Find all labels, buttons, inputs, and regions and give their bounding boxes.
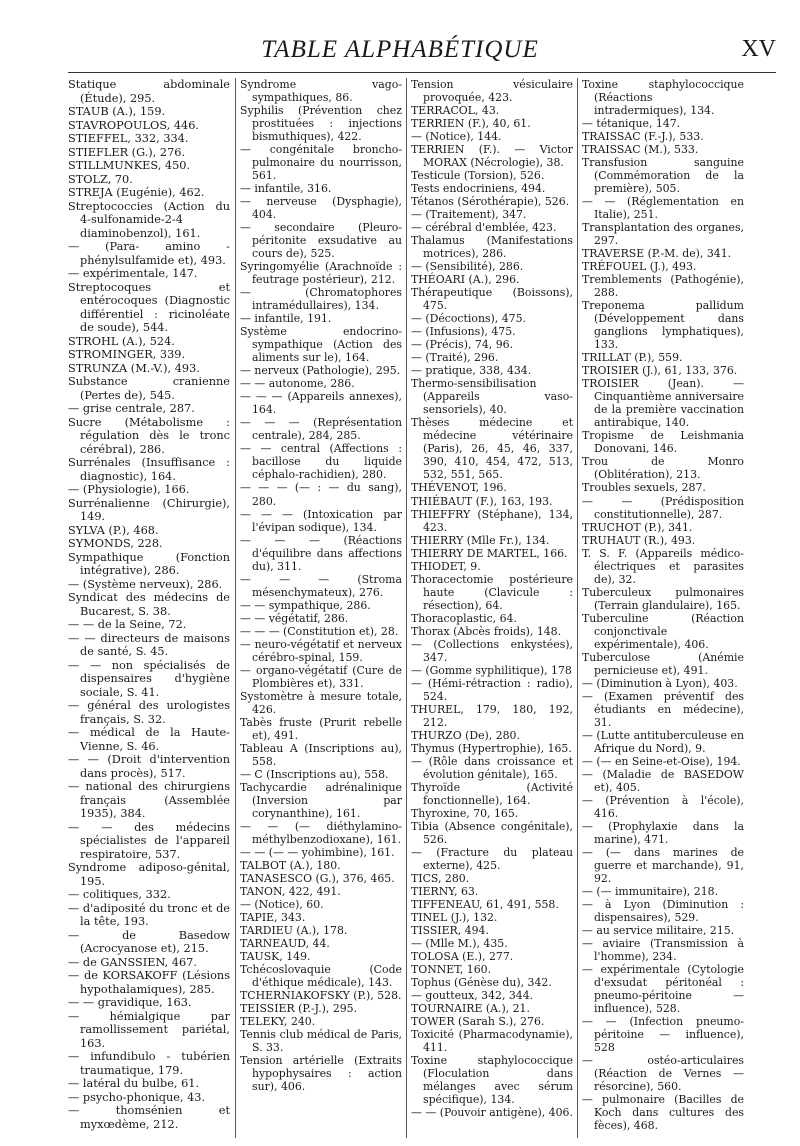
index-entry: — — sympathique, 286. [240, 598, 371, 612]
index-entry: — (Fracture du plateau externe), 425. [411, 845, 573, 872]
index-entry: — médical de la Haute-Vienne, S. 46. [68, 726, 230, 753]
index-entry: Trou de Monro (Oblitération), 213. [582, 455, 744, 482]
index-entry: Tuberculose (Anémie pernicieuse et), 491. [582, 650, 744, 677]
index-entry: Thymus (Hypertrophie), 165. [411, 741, 572, 755]
index-entry: — (Traitement), 347. [411, 208, 527, 222]
index-entry: — (Précis), 74, 96. [411, 338, 514, 352]
index-entry: Tension vésiculaire provoquée, 423. [411, 78, 573, 105]
index-entry: — C (Inscriptions au), 558. [240, 767, 389, 781]
index-entry: Streptococcies (Action du 4-sulfonamide-2-4 diaminobenzol), 161. [68, 199, 230, 240]
index-entry: — hémialgique par ramollissement pariétal, 163. [68, 1009, 230, 1050]
index-entry: Tension artérielle (Extraits hypophysaires : action sur), 406. [240, 1054, 402, 1094]
index-entry: — pulmonaire (Bacilles de Koch dans cultures des fèces), 468. [582, 1093, 744, 1133]
index-entry: THIEFFRY (Stéphane), 134, 423. [411, 507, 573, 534]
index-entry: — — — (Stroma mésenchymateux), 276. [240, 572, 402, 599]
index-entry: — congénitale broncho-pulmonaire du nourrisson, 561. [240, 143, 402, 183]
index-entry: — (Hémi-rétraction : radio), 524. [411, 676, 573, 703]
index-entry: Testicule (Torsion), 526. [411, 169, 545, 183]
index-entry: — (Décoctions), 475. [411, 312, 526, 326]
index-entry: — — végétatif, 286. [240, 611, 349, 625]
index-entry: STRUNZA (M.-V.), 493. [68, 361, 200, 375]
index-entry: — expérimentale, 147. [68, 267, 198, 280]
index-entry: STROMINGER, 339. [68, 348, 186, 361]
index-entry: STREJA (Eugénie), 462. [68, 186, 205, 199]
index-entry: TCHERNIAKOFSKY (P.), 528. [240, 989, 402, 1003]
index-entry: — — — (Représentation centrale), 284, 285. [240, 416, 402, 443]
index-entry: Toxine staphylococcique (Floculation dans mélanges avec sérum spécifique), 134. [411, 1054, 573, 1107]
index-entry: Streptocoques et entérocoques (Diagnostic différentiel : ricinoléate de soude), 544. [68, 280, 230, 334]
index-entry: Transfusion sanguine (Commémoration de la première), 505. [582, 156, 744, 196]
index-entry: — nerveuse (Dysphagie), 404. [240, 195, 402, 222]
index-entry: Thoracoplastic, 64. [411, 611, 517, 625]
index-entry: T. S. F. (Appareils médico-électriques et parasites de), 32. [582, 546, 744, 586]
index-entry: TINEL (J.), 132. [411, 911, 498, 924]
index-entry: — aviaire (Transmission à l'homme), 234. [582, 937, 744, 964]
column-divider [406, 78, 407, 1138]
index-entry: — colitiques, 332. [68, 888, 171, 901]
column-divider [235, 78, 236, 1138]
index-entry: — — des médecins spécialistes de l'appareil respiratoire, 537. [68, 820, 230, 861]
index-column-2 [240, 78, 402, 1140]
index-entry: Toxine staphylococcique (Réactions intradermiques), 134. [582, 78, 744, 118]
index-entry: SYMONDS, 228. [68, 537, 163, 550]
index-entry: Tétanos (Sérothérapie), 526. [411, 195, 570, 209]
index-entry: Tropisme de Leishmania Donovani, 146. [582, 429, 744, 456]
index-entry: — infundibulo - tubérien traumatique, 179. [68, 1050, 230, 1077]
page-number: XV [741, 36, 776, 62]
index-entry: TRILLAT (P.), 559. [582, 351, 683, 365]
index-column-4 [582, 78, 744, 1140]
index-entry: Système endocrino-sympathique (Action des aliments sur le), 164. [240, 325, 402, 365]
index-entry: TISSIER, 494. [411, 924, 489, 938]
index-entry: — (— en Seine-et-Oise), 194. [582, 754, 741, 768]
index-entry: — (Sensibilité), 286. [411, 260, 524, 274]
index-entry: — (Maladie de BASEDOW et), 405. [582, 767, 744, 794]
index-entry: Troubles sexuels, 287. [582, 481, 706, 495]
index-entry: — — — (Réactions d'équilibre dans affections du), 311. [240, 533, 402, 573]
index-entry: THIODET, 9. [411, 559, 481, 573]
index-entry: — goutteux, 342, 344. [411, 989, 534, 1003]
index-entry: — (Diminution à Lyon), 403. [582, 676, 738, 690]
index-entry: — (— dans marines de guerre et marchande), 91, 92. [582, 845, 744, 885]
index-entry: — pratique, 338, 434. [411, 364, 532, 378]
index-entry: Thoracectomie postérieure haute (Clavicule : résection), 64. [411, 572, 573, 612]
index-entry: — thomsénien et myxœdème, 212. [68, 1104, 230, 1131]
index-entry: — — de la Seine, 72. [68, 618, 187, 631]
index-entry: — — (— — yohimbine), 161. [240, 845, 395, 859]
index-entry: Surrénalienne (Chirurgie), 149. [68, 496, 230, 523]
index-entry: TRUCHOT (P.), 341. [582, 520, 693, 534]
index-entry: — (Lutte antituberculeuse en Afrique du Nord), 9. [582, 728, 744, 755]
index-entry: TIFFENEAU, 61, 491, 558. [411, 897, 559, 911]
index-entry: — — non spécialisés de dispensaires d'hygiène sociale, S. 41. [68, 658, 230, 699]
index-entry: — — — (— : — du sang), 280. [240, 481, 402, 508]
index-entry: — (Gomme syphilitique), 178 [411, 663, 572, 677]
index-entry: — — — (Appareils annexes), 164. [240, 390, 402, 417]
index-entry: TALBOT (A.), 180. [240, 858, 341, 872]
index-entry: TRAISSAC (F.-J.), 533. [582, 130, 704, 144]
index-entry: THÉVENOT, 196. [411, 481, 507, 495]
index-entry: TRAISSAC (M.), 533. [582, 143, 699, 157]
index-entry: STIEFLER (G.), 276. [68, 145, 186, 159]
index-entry: — — gravidique, 163. [68, 996, 192, 1009]
index-entry: — — (Prédisposition constitutionnelle), 287. [582, 494, 744, 521]
index-entry: — (Traité), 296. [411, 351, 499, 365]
index-entry: Tremblements (Pathogénie), 288. [582, 273, 744, 300]
index-column-3 [411, 78, 573, 1140]
index-entry: Syndrome adiposo-génital, 195. [68, 861, 230, 888]
index-entry: Thorax (Abcès froids), 148. [411, 624, 562, 638]
index-entry: SYLVA (P.), 468. [68, 523, 159, 537]
index-entry: TELEKY, 240. [240, 1015, 316, 1029]
index-entry: TROISIER (J.), 61, 133, 376. [582, 364, 738, 378]
page-title: TABLE ALPHABÉTIQUE [261, 36, 539, 63]
index-entry: THÉOARI (A.), 296. [411, 273, 520, 287]
index-entry: TEISSIER (P.-J.), 295. [240, 1002, 358, 1016]
index-entry: Thérapeutique (Boissons), 475. [411, 286, 573, 313]
index-entry: Syndicat des médecins de Bucarest, S. 38. [68, 591, 230, 618]
index-entry: — de GANSSIEN, 467. [68, 955, 197, 969]
index-entry: — psycho-phonique, 43. [68, 1090, 206, 1104]
index-entry: — (Notice), 60. [240, 897, 324, 911]
index-entry: — ostéo-articulaires (Réaction de Vernes — résorcine), 560. [582, 1054, 744, 1094]
index-entry: — de Basedow (Acrocyanose et), 215. [68, 928, 230, 955]
index-entry: — — — (Constitution et), 28. [240, 624, 399, 638]
index-entry: STROHL (A.), 524. [68, 334, 175, 348]
index-entry: — infantile, 316. [240, 182, 332, 196]
index-column-1 [68, 78, 230, 1140]
index-entry: — à Lyon (Diminution : dispensaires), 529. [582, 897, 744, 924]
index-entry: TOLOSA (E.), 277. [411, 950, 514, 964]
index-entry: — (Rôle dans croissance et évolution génitale), 165. [411, 754, 573, 781]
index-entry: — — (— diéthylamino-méthylbenzodioxane), 161. [240, 819, 402, 846]
index-entry: — (Infusions), 475. [411, 325, 516, 339]
index-entry: Sucre (Métabolisme : régulation dès le tronc cérébral), 286. [68, 415, 230, 456]
index-entry: THIERRY (Mlle Fr.), 134. [411, 533, 550, 547]
index-entry: — neuro-végétatif et nerveux cérébro-spinal, 159. [240, 637, 402, 664]
index-entry: Systomètre à mesure totale, 426. [240, 689, 402, 716]
index-entry: TERRIEN (F.). — Victor MORAX (Nécrologie), 38. [411, 143, 573, 170]
index-entry: — expérimentale (Cytologie d'exsudat péritonéal : pneumo-péritoine — influence), 528. [582, 963, 744, 1016]
index-entry: Surrénales (Insuffisance : diagnostic), 164. [68, 456, 230, 483]
index-entry: — secondaire (Pleuro-péritonite exsudative au cours de), 525. [240, 221, 402, 261]
index-entry: THIÉBAUT (F.), 163, 193. [411, 494, 553, 508]
index-entry: Thyroxine, 70, 165. [411, 806, 519, 820]
index-entry: Toxicité (Pharmacodynamie), 411. [411, 1028, 573, 1055]
index-entry: Thèses médecine et médecine vétérinaire (Paris), 26, 45, 46, 337, 390, 410, 454, 472, 513, 532, 551, 565. [411, 416, 573, 482]
index-entry: — général des urologistes français, S. 32. [68, 699, 230, 726]
index-entry: Thalamus (Manifestations motrices), 286. [411, 234, 573, 261]
index-entry: TARNEAUD, 44. [240, 937, 330, 951]
index-entry: Substance cranienne (Pertes de), 545. [68, 375, 230, 402]
index-columns [68, 78, 780, 1140]
index-entry: — — (Réglementation en Italie), 251. [582, 195, 744, 222]
index-entry: Transplantation des organes, 297. [582, 221, 744, 248]
index-entry: — latéral du bulbe, 61. [68, 1077, 200, 1090]
index-entry: — organo-végétatif (Cure de Plombières et), 331. [240, 663, 402, 690]
index-entry: TARDIEU (A.), 178. [240, 924, 348, 938]
index-entry: Tachycardie adrénalinique (Inversion par corynanthine), 161. [240, 780, 402, 820]
index-entry: — grise centrale, 287. [68, 402, 195, 415]
index-entry: Sympathique (Fonction intégrative), 286. [68, 550, 230, 577]
index-entry: STOLZ, 70. [68, 172, 133, 186]
index-entry: — — (Droit d'intervention dans procès), 517. [68, 753, 230, 780]
index-entry: STILLMUNKES, 450. [68, 159, 191, 172]
index-entry: Thyroïde (Activité fonctionnelle), 164. [411, 780, 573, 807]
index-entry: — — autonome, 286. [240, 377, 355, 391]
index-entry: — (Physiologie), 166. [68, 483, 190, 496]
index-entry: — — — (Intoxication par l'évipan sodique), 134. [240, 507, 402, 534]
index-entry: TRAVERSE (P.-M. de), 341. [582, 247, 732, 261]
index-entry: Tophus (Génèse du), 342. [411, 976, 552, 990]
index-entry: — (— immunitaire), 218. [582, 884, 719, 898]
index-entry: — — central (Affections : bacillose du liquide céphalo-rachidien), 280. [240, 442, 402, 482]
index-entry: Tests endocriniens, 494. [411, 182, 546, 196]
index-entry: STAUB (A.), 159. [68, 105, 166, 118]
index-entry: — (Notice), 144. [411, 130, 502, 144]
index-entry: TOURNAIRE (A.), 21. [411, 1002, 530, 1016]
index-entry: TAPIE, 343. [240, 911, 306, 924]
index-entry: TROISIER (Jean). — Cinquantième anniversaire de la première vaccination antirabique, 140. [582, 377, 744, 430]
index-entry: TICS, 280. [411, 871, 470, 885]
index-entry: — — (Pouvoir antigène), 406. [411, 1106, 573, 1120]
index-entry: — nerveux (Pathologie), 295. [240, 364, 401, 378]
index-entry: — d'adiposité du tronc et de la tête, 193. [68, 901, 230, 928]
index-entry: — (Collections enkystées), 347. [411, 637, 573, 664]
index-entry: TERRIEN (F.), 40, 61. [411, 117, 531, 131]
index-entry: TANASESCO (G.), 376, 465. [240, 871, 395, 885]
index-entry: Thermo-sensibilisation (Appareils vaso-sensoriels), 40. [411, 377, 573, 417]
index-entry: TOWER (Sarah S.), 276. [411, 1015, 545, 1029]
index-entry: TERRACOL, 43. [411, 104, 500, 118]
index-entry: — au service militaire, 215. [582, 924, 735, 938]
index-entry: — (Examen préventif des étudiants en médecine), 31. [582, 689, 744, 729]
index-entry: — (Prophylaxie dans la marine), 471. [582, 819, 744, 846]
index-entry: Tuberculeux pulmonaires (Terrain glandulaire), 165. [582, 585, 744, 612]
index-entry: Tennis club médical de Paris, S. 33. [240, 1028, 402, 1055]
index-entry: Tuberculine (Réaction conjonctivale expérimentale), 406. [582, 611, 744, 651]
index-entry: Tableau A (Inscriptions au), 558. [240, 741, 402, 768]
index-entry: Treponema pallidum (Développement dans ganglions lymphatiques), 133. [582, 299, 744, 352]
index-entry: — (Para- amino - phénylsulfamide et), 493. [68, 240, 230, 267]
index-entry: TRUHAUT (R.), 493. [582, 533, 696, 547]
index-entry: — de KORSAKOFF (Lésions hypothalamiques), 285. [68, 969, 230, 996]
index-entry: Tchécoslovaquie (Code d'éthique médicale), 143. [240, 963, 402, 990]
index-entry: Syringomyélie (Arachnoïde : feutrage postérieur), 212. [240, 260, 402, 287]
index-entry: Syndrome vago-sympathiques, 86. [240, 78, 402, 105]
index-entry: Tabès fruste (Prurit rebelle et), 491. [240, 715, 402, 742]
index-entry: — — directeurs de maisons de santé, S. 45. [68, 631, 230, 658]
index-entry: — (Chromatophores intramédullaires), 134. [240, 286, 402, 313]
header-rule [68, 72, 776, 73]
index-entry: THURZO (De), 280. [411, 728, 520, 742]
index-entry: STIEFFEL, 332, 334. [68, 132, 189, 145]
index-entry: — (Système nerveux), 286. [68, 577, 223, 591]
index-entry: THUREL, 179, 180, 192, 212. [411, 702, 573, 729]
index-entry: Tibia (Absence congénitale), 526. [411, 819, 573, 846]
index-entry: — — (Infection pneumo-péritoine — influence), 528 [582, 1015, 744, 1055]
index-entry: TRÉFOUEL (J.), 493. [582, 260, 697, 274]
index-entry: TIERNY, 63. [411, 884, 479, 898]
page-header [0, 0, 800, 66]
index-entry: TONNET, 160. [411, 963, 492, 977]
index-entry: — national des chirurgiens français (Assemblée 1935), 384. [68, 780, 230, 820]
index-entry: — cérébral d'emblée, 423. [411, 221, 557, 235]
index-entry: TAUSK, 149. [240, 950, 311, 964]
index-entry: STAVROPOULOS, 446. [68, 118, 199, 132]
index-entry: Statique abdominale (Étude), 295. [68, 78, 230, 105]
index-entry: — tétanique, 147. [582, 117, 681, 131]
index-entry: THIERRY DE MARTEL, 166. [411, 546, 568, 560]
index-entry: Syphilis (Prévention chez prostituées : injections bismuthiques), 422. [240, 104, 402, 144]
index-entry: — (Mlle M.), 435. [411, 937, 508, 951]
column-divider [577, 78, 578, 1138]
index-entry: — infantile, 191. [240, 312, 332, 326]
index-entry: TANON, 422, 491. [240, 884, 341, 898]
index-entry: — (Prévention à l'école), 416. [582, 793, 744, 820]
